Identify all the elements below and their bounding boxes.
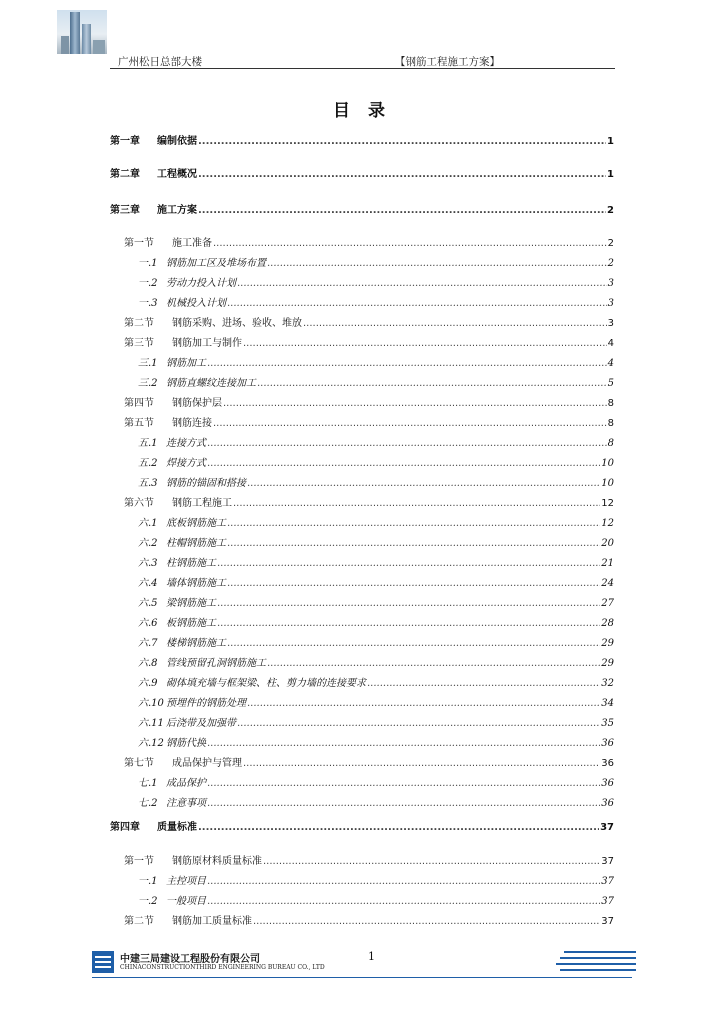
toc-entry-page: 20: [601, 538, 614, 549]
toc-entry-number: 一.3: [138, 298, 158, 309]
toc-entry-page: 29: [601, 658, 614, 669]
toc-entry-label: 钢筋加工: [166, 358, 206, 369]
toc-entry-number: 第五节: [124, 418, 154, 429]
toc-entry-number: 六.1: [138, 518, 158, 529]
toc-entry-page: 37: [601, 856, 614, 867]
toc-entry-number: 六.2: [138, 538, 158, 549]
toc-dot-leader: [207, 738, 600, 749]
toc-dot-leader: [227, 298, 607, 309]
toc-dot-leader: [257, 378, 607, 389]
toc-dot-leader: [227, 538, 600, 549]
toc-entry-sub[interactable]: [138, 574, 614, 589]
toc-entry-page: 36: [601, 738, 614, 749]
toc-entry-number: 六.6: [138, 618, 158, 629]
toc-entry-label: 施工准备: [172, 238, 212, 249]
toc-entry-number: 五.1: [138, 438, 158, 449]
toc-entry-page: 3: [607, 278, 614, 289]
toc-dot-leader: [217, 618, 600, 629]
toc-entry-number: 六.3: [138, 558, 158, 569]
toc-entry-sub[interactable]: [138, 454, 614, 469]
toc-entry-label: 一般项目: [166, 896, 206, 907]
toc-entry-label: 底板钢筋施工: [166, 518, 226, 529]
toc-entry-section[interactable]: [124, 414, 614, 429]
toc-entry-page: 34: [601, 698, 614, 709]
toc-dot-leader: [247, 478, 600, 489]
toc-entry-number: 六.4: [138, 578, 158, 589]
toc-dot-leader: [198, 822, 599, 833]
toc-entry-page: 21: [601, 558, 614, 569]
toc-dot-leader: [207, 896, 600, 907]
toc-dot-leader: [217, 598, 600, 609]
toc-dot-leader: [198, 169, 606, 180]
toc-dot-leader: [207, 778, 600, 789]
toc-entry-sub[interactable]: [138, 294, 614, 309]
toc-entry-sub[interactable]: [138, 274, 614, 289]
toc-entry-sub[interactable]: [138, 654, 614, 669]
footer-decoration: [556, 948, 636, 974]
footer-divider: [92, 977, 632, 978]
toc-entry-page: 12: [601, 498, 614, 509]
toc-entry-label: 预埋件的钢筋处理: [166, 698, 246, 709]
toc-entry-section[interactable]: [124, 334, 614, 349]
toc-entry-number: 七.2: [138, 798, 158, 809]
toc-entry-label: 钢筋加工质量标准: [172, 916, 252, 927]
toc-dot-leader: [267, 258, 607, 269]
toc-entry-label: 钢筋加工区及堆场布置: [166, 258, 266, 269]
toc-entry-label: 施工方案: [157, 205, 197, 216]
toc-entry-number: 三.1: [138, 358, 158, 369]
toc-entry-number: 第三节: [124, 338, 154, 349]
toc-entry-number: 六.5: [138, 598, 158, 609]
toc-entry-chapter[interactable]: [110, 132, 614, 147]
toc-entry-sub[interactable]: [138, 354, 614, 369]
toc-entry-number: 六.8: [138, 658, 158, 669]
toc-entry-sub[interactable]: [138, 374, 614, 389]
toc-entry-page: 37: [601, 916, 614, 927]
toc-entry-page: 4: [607, 338, 614, 349]
toc-entry-number: 第一章: [110, 136, 140, 147]
toc-dot-leader: [243, 338, 607, 349]
toc-entry-page: 24: [601, 578, 614, 589]
toc-entry-page: 10: [601, 478, 614, 489]
toc-entry-number: 第二章: [110, 169, 140, 180]
toc-entry-label: 焊接方式: [166, 458, 206, 469]
toc-entry-page: 2: [607, 258, 614, 269]
toc-dot-leader: [247, 698, 600, 709]
toc-entry-number: 六.9: [138, 678, 158, 689]
company-logo: [92, 951, 114, 973]
toc-entry-page: 28: [601, 618, 614, 629]
toc-entry-page: 36: [601, 798, 614, 809]
toc-entry-sub[interactable]: [138, 434, 614, 449]
toc-entry-page: 5: [607, 378, 614, 389]
toc-entry-chapter[interactable]: [110, 818, 614, 833]
toc-entry-page: 8: [607, 418, 614, 429]
toc-dot-leader: [303, 318, 607, 329]
toc-entry-number: 第一节: [124, 238, 154, 249]
toc-entry-page: 36: [601, 758, 614, 769]
toc-entry-sub[interactable]: [138, 674, 614, 689]
toc-entry-label: 成品保护与管理: [172, 758, 242, 769]
toc-entry-section[interactable]: [124, 754, 614, 769]
toc-entry-sub[interactable]: [138, 872, 614, 887]
toc-entry-label: 机械投入计划: [166, 298, 226, 309]
toc-dot-leader: [217, 558, 600, 569]
toc-entry-number: 第四节: [124, 398, 154, 409]
toc-entry-sub[interactable]: [138, 474, 614, 489]
toc-entry-sub[interactable]: [138, 892, 614, 907]
toc-entry-number: 五.2: [138, 458, 158, 469]
toc-entry-label: 钢筋加工与制作: [172, 338, 242, 349]
header-project-name: 广州松日总部大楼: [118, 56, 202, 68]
toc-entry-label: 劳动力投入计划: [166, 278, 236, 289]
toc-entry-chapter[interactable]: [110, 165, 614, 180]
toc-entry-label: 管线预留孔洞钢筋施工: [166, 658, 266, 669]
toc-entry-label: 后浇带及加强带: [166, 718, 236, 729]
toc-entry-page: 1: [607, 136, 614, 147]
toc-entry-sub[interactable]: [138, 594, 614, 609]
toc-entry-number: 第六节: [124, 498, 154, 509]
toc-entry-label: 工程概况: [157, 169, 197, 180]
toc-entry-page: 32: [601, 678, 614, 689]
toc-entry-label: 编制依据: [157, 136, 197, 147]
toc-entry-page: 37: [600, 822, 614, 833]
toc-entry-sub[interactable]: [138, 694, 614, 709]
toc-entry-number: 七.1: [138, 778, 158, 789]
toc-entry-label: 钢筋工程施工: [172, 498, 232, 509]
toc-entry-label: 板钢筋施工: [166, 618, 216, 629]
toc-dot-leader: [243, 758, 600, 769]
toc-entry-number: 第七节: [124, 758, 154, 769]
toc-entry-page: 8: [607, 398, 614, 409]
toc-entry-label: 楼梯钢筋施工: [166, 638, 226, 649]
toc-entry-sub[interactable]: [138, 714, 614, 729]
toc-entry-label: 主控项目: [166, 876, 206, 887]
toc-entry-page: 2: [607, 205, 614, 216]
toc-entry-page: 4: [607, 358, 614, 369]
toc-entry-number: 六.11: [138, 718, 164, 729]
toc-entry-label: 钢筋采购、进场、验收、堆放: [172, 318, 302, 329]
toc-entry-number: 五.3: [138, 478, 158, 489]
page-title: 目 录: [333, 101, 391, 121]
toc-entry-number: 三.2: [138, 378, 158, 389]
toc-dot-leader: [213, 418, 607, 429]
toc-entry-sub[interactable]: [138, 794, 614, 809]
toc-entry-label: 柱帽钢筋施工: [166, 538, 226, 549]
toc-dot-leader: [198, 205, 606, 216]
toc-entry-label: 连接方式: [166, 438, 206, 449]
toc-entry-number: 一.1: [138, 258, 158, 269]
toc-entry-section[interactable]: [124, 494, 614, 509]
toc-entry-label: 钢筋原材料质量标准: [172, 856, 262, 867]
toc-entry-number: 一.1: [138, 876, 158, 887]
toc-entry-label: 砌体填充墙与框架梁、柱、剪力墙的连接要求: [166, 678, 366, 689]
toc-entry-page: 3: [607, 298, 614, 309]
toc-entry-number: 第四章: [110, 822, 140, 833]
toc-entry-number: 第二节: [124, 318, 154, 329]
header-document-name: 【钢筋工程施工方案】: [395, 56, 500, 68]
toc-dot-leader: [207, 876, 600, 887]
toc-entry-page: 29: [601, 638, 614, 649]
toc-dot-leader: [233, 498, 600, 509]
toc-entry-section[interactable]: [124, 394, 614, 409]
toc-dot-leader: [267, 658, 600, 669]
toc-entry-label: 钢筋保护层: [172, 398, 222, 409]
toc-entry-section[interactable]: [124, 912, 614, 927]
toc-dot-leader: [263, 856, 600, 867]
toc-entry-sub[interactable]: [138, 254, 614, 269]
toc-entry-sub[interactable]: [138, 514, 614, 529]
toc-entry-sub[interactable]: [138, 634, 614, 649]
toc-entry-number: 一.2: [138, 278, 158, 289]
toc-entry-page: 2: [607, 238, 614, 249]
toc-dot-leader: [198, 136, 606, 147]
toc-entry-number: 六.12: [138, 738, 164, 749]
toc-entry-section[interactable]: [124, 234, 614, 249]
toc-entry-section[interactable]: [124, 852, 614, 867]
toc-dot-leader: [227, 578, 600, 589]
toc-entry-page: 12: [601, 518, 614, 529]
toc-entry-number: 第一节: [124, 856, 154, 867]
toc-dot-leader: [237, 278, 607, 289]
toc-dot-leader: [213, 238, 607, 249]
toc-entry-chapter[interactable]: [110, 201, 614, 216]
toc-entry-number: 六.7: [138, 638, 158, 649]
toc-entry-page: 1: [607, 169, 614, 180]
toc-entry-page: 27: [601, 598, 614, 609]
toc-entry-label: 钢筋直螺纹连接加工: [166, 378, 256, 389]
page-number: 1: [368, 950, 375, 963]
toc-entry-number: 一.2: [138, 896, 158, 907]
footer-company-english: CHINACONSTRUCTIONTHIRD ENGINEERING BUREAU CO., LTD: [120, 964, 325, 971]
toc-entry-page: 35: [601, 718, 614, 729]
toc-entry-sub[interactable]: [138, 734, 614, 749]
toc-entry-page: 37: [601, 876, 614, 887]
toc-dot-leader: [207, 358, 607, 369]
toc-entry-label: 成品保护: [166, 778, 206, 789]
toc-entry-page: 36: [601, 778, 614, 789]
toc-dot-leader: [227, 638, 600, 649]
toc-dot-leader: [237, 718, 600, 729]
toc-entry-label: 钢筋代换: [166, 738, 206, 749]
toc-entry-section[interactable]: [124, 314, 614, 329]
toc-entry-page: 10: [601, 458, 614, 469]
toc-entry-sub[interactable]: [138, 614, 614, 629]
toc-entry-sub[interactable]: [138, 774, 614, 789]
toc-dot-leader: [367, 678, 600, 689]
toc-entry-label: 柱钢筋施工: [166, 558, 216, 569]
toc-entry-label: 墙体钢筋施工: [166, 578, 226, 589]
toc-entry-label: 注意事项: [166, 798, 206, 809]
toc-entry-sub[interactable]: [138, 534, 614, 549]
toc-dot-leader: [253, 916, 600, 927]
toc-entry-number: 第二节: [124, 916, 154, 927]
toc-entry-label: 梁钢筋施工: [166, 598, 216, 609]
footer-company-name: 中建三局建设工程股份有限公司: [120, 954, 260, 965]
toc-entry-label: 钢筋连接: [172, 418, 212, 429]
toc-dot-leader: [207, 458, 600, 469]
toc-entry-page: 37: [601, 896, 614, 907]
toc-entry-number: 六.10: [138, 698, 164, 709]
toc-entry-label: 钢筋的锚固和搭接: [166, 478, 246, 489]
toc-entry-number: 第三章: [110, 205, 140, 216]
toc-dot-leader: [207, 798, 600, 809]
toc-entry-label: 质量标准: [157, 822, 197, 833]
toc-dot-leader: [227, 518, 600, 529]
toc-entry-page: 3: [607, 318, 614, 329]
toc-entry-page: 8: [607, 438, 614, 449]
toc-dot-leader: [207, 438, 607, 449]
toc-entry-sub[interactable]: [138, 554, 614, 569]
toc-dot-leader: [223, 398, 607, 409]
